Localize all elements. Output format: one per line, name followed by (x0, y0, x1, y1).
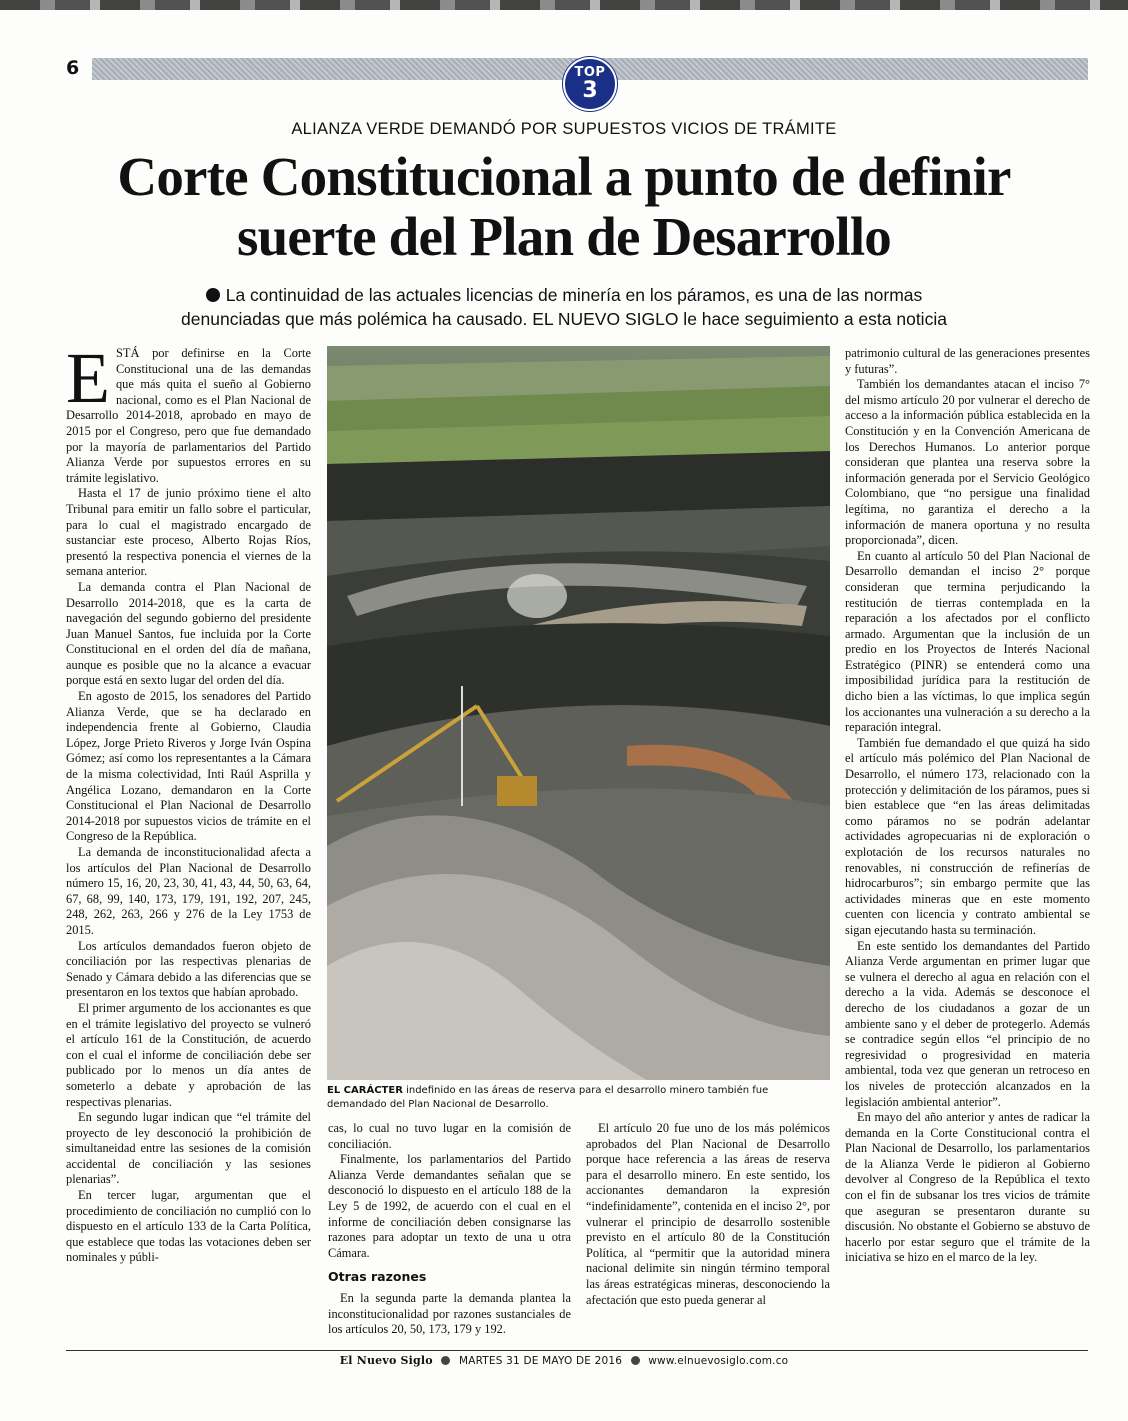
footer-rule (66, 1350, 1088, 1351)
top-badge-label: TOP (574, 65, 606, 80)
footer-brand: El Nuevo Siglo (339, 1354, 433, 1367)
article-paragraph: El artículo 20 fue uno de los más polémicos aprobados del Plan Nacional de Desarrollo porque hace referencia a las áreas de reserva para el desarrollo minero. En este sentido, los accionantes demandaron la expresión “indefinidamente”, contenida en el inciso 2°, por vulnerar el principio de desarrollo sostenible previsto en el artículo 80 de la Constitución Política, al “permitir que la autoridad minera nacional delimite sin ningún término temporal las áreas estratégicas mineras, desconociendo la afectación que esto pueda generar al (586, 1121, 830, 1307)
article-paragraph: El primer argumento de los accionantes es que en el trámite legislativo del proyecto se vulneró el artículo 161 de la Constitución, de acuerdo con el cual el informe de conciliación debe ser publicado por lo menos un día antes de someterlo a debate y aprobación de las respectivas plenarias. (66, 1000, 311, 1109)
article-column-3 (586, 1121, 830, 1346)
scan-top-edge (0, 0, 1128, 10)
article-paragraph: patrimonio cultural de las generaciones presentes y futuras”. (845, 346, 1090, 376)
article-paragraph: La demanda de inconstitucionalidad afecta a los artículos del Plan Nacional de Desarrollo número 15, 16, 20, 23, 30, 41, 43, 44, 50, 63, 64, 67, 68, 99, 140, 173, 179, 191, 192, 207, 245, 248, 262, 263, 266 y 276 de la Ley 1753 de 2015. (66, 845, 311, 937)
deck-line-2: denunciadas que más polémica ha causado. EL NUEVO SIGLO le hace seguimiento a esta noticia (181, 309, 947, 329)
article-paragraph: Finalmente, los parlamentarios del Partido Alianza Verde demandantes señalan que se desconoció lo dispuesto en el artículo 188 de la Ley 5 de 1992, de acuerdo con el cual en el informe de conciliación deben consignarse las razones para adoptar un texto de una u otra Cámara. (328, 1152, 571, 1260)
top-badge-number: 3 (582, 78, 598, 103)
article-paragraph: En mayo del año anterior y antes de radicar la demanda en la Corte Constitucional contra el Plan Nacional de Desarrollo, los parlamentarios de la Alianza Verde le pidieron al Gobierno devolver al Congreso de la República el texto con el fin de subsanar los tres vicios de trámite que aseguran se presentaron durante su discusión. No obstante el Gobierno se abstuvo de hacerlo por estar seguro que el trámite de la iniciativa se hizo en el marco de la ley. (845, 1110, 1090, 1265)
bullet-dot-icon (631, 1356, 640, 1365)
article-column-2 (328, 1121, 571, 1346)
article-paragraph: En segundo lugar indican que “el trámite del proyecto de ley desconoció la prohibición de simultaneidad entre las sesiones de la comisión accidental de conciliación y las sesiones plenarias”. (66, 1110, 311, 1187)
kicker: ALIANZA VERDE DEMANDÓ POR SUPUESTOS VICIOS DE TRÁMITE (291, 120, 837, 138)
deck-line-1: La continuidad de las actuales licencias de minería en los páramos, es una de las normas (225, 285, 923, 305)
article-paragraph: Hasta el 17 de junio próximo tiene el alto Tribunal para emitir un fallo sobre el particular, para lo cual el magistrado encargado de sustanciar este proceso, Alberto Rojas Ríos, presentó la respectiva ponencia el viernes de la semana anterior. (66, 486, 311, 579)
bullet-dot-icon (441, 1356, 450, 1365)
article-paragraph: En este sentido los demandantes del Partido Alianza Verde argumentan en primer lugar que se vulnera el derecho al agua en relación con el derecho a la vida. Además se desconoce el derecho de los ciudadanos a gozar de un ambiente sano y el deber de protegerlo. Además se contradice según ellos “el principio de no regresividad o progresividad en materia ambiental, toda vez que generan un retroceso en los niveles de protección alcanzados en la legislación ambiental anterior”. (845, 938, 1090, 1109)
article-paragraph: Los artículos demandados fueron objeto de conciliación por las respectivas plenarias de Senado y Cámara debido a las diferencias que se presentaron en los textos que habían aprobado. (66, 938, 311, 1000)
article-paragraph: En la segunda parte la demanda plantea la inconstitucionalidad por razones sustanciales de los artículos 20, 50, 173, 179 y 192. (328, 1290, 571, 1337)
article-paragraph: También los demandantes atacan el inciso 7° del mismo artículo 20 por vulnerar el derecho de acceso a la información pública establecida en la Constitución y en la Convención Americana de los Derechos Humanos. Lo anterior porque consideran que plantea una reserva sobre la información generada por el Servicio Geológico Colombiano, que “no persigue una finalidad legítima, no garantiza el derecho a la información de manera oportuna y no resulta proporcionada”, dicen. (845, 377, 1090, 548)
article-paragraph: La demanda contra el Plan Nacional de Desarrollo 2014-2018, que es la carta de navegación del segundo gobierno del presidente Juan Manuel Santos, fue incluida por la Corte Constitucional en el orden del día de mañana, aunque es posible que no la alcance a evacuar porque está en sexto lugar del orden del día. (66, 579, 311, 688)
mining-photo (327, 346, 830, 1080)
headline-line-1: Corte Constitucional a punto de definir (117, 146, 1011, 207)
photo-caption (327, 1084, 830, 1112)
caption-lead: EL CARÁCTER (327, 1085, 403, 1096)
headline (40, 147, 1088, 267)
deck (80, 283, 1048, 331)
footer-url[interactable]: www.elnuevosiglo.com.co (648, 1355, 789, 1367)
article-paragraph: En tercer lugar, argumentan que el procedimiento de conciliación no cumplió con lo dispuesto en el artículo 133 de la Carta Política, que establece que todas las votaciones deben ser nominales y públi- (66, 1188, 311, 1265)
article-paragraph: En agosto de 2015, los senadores del Partido Alianza Verde, que se ha declarado en independencia frente al Gobierno, Claudia López, Jorge Prieto Riveros y Jorge Iván Ospina Gómez; así como los representantes a la Cámara de la misma colectividad, Inti Raúl Asprilla y Angélica Lozano, demandaron en la Corte Constitucional el Plan Nacional de Desarrollo 2014-2018 por supuestos vicios de trámite en el Congreso de la República. (66, 689, 311, 844)
open-pit-mine-illustration (327, 346, 830, 1080)
page-number: 6 (66, 57, 80, 79)
footer-date: MARTES 31 DE MAYO DE 2016 (458, 1355, 623, 1367)
article-paragraph: cas, lo cual no tuvo lugar en la comisión de conciliación. (328, 1121, 571, 1151)
article-column-1 (66, 346, 311, 1346)
top-badge (563, 57, 617, 111)
subheading: Otras razones (328, 1269, 427, 1285)
headline-line-2: suerte del Plan de Desarrollo (236, 206, 891, 267)
page-footer (0, 1354, 1128, 1367)
article-column-4 (845, 346, 1090, 1346)
article-paragraph: ESTÁ por definirse en la Corte Constitucional una de las demandas que más quita el sueño al Gobierno nacional, como es el Plan Nacional de Desarrollo 2014-2018, aprobado en mayo de 2015 por el Congreso, pero que fue demandado por la mayoría de parlamentarios del Partido Alianza Verde por supuestos errores en su trámite legislativo. (66, 346, 311, 485)
bullet-dot-icon (206, 288, 220, 302)
caption-text: indefinido en las áreas de reserva para el desarrollo minero también fue demandado del Plan Nacional de Desarrollo. (327, 1085, 769, 1110)
article-paragraph: También fue demandado el que quizá ha sido el artículo más polémico del Plan Nacional de Desarrollo, el número 173, relacionado con la protección y delimitación de los páramos, pues si bien establece que “en las áreas delimitadas como páramos no se podrán adelantar actividades agropecuarias ni de exploración o explotación de los recursos naturales no renovables, ni construcción de refinerías de hidrocarburos”; sin embargo permite que las actividades mineras que en este momento cuenten con licencia y contrato ambiental se sigan ejecutando hasta su terminación. (845, 735, 1090, 937)
drop-cap: E (66, 346, 110, 418)
article-paragraph: En cuanto al artículo 50 del Plan Nacional de Desarrollo demandan el inciso 2° porque consideran que termina perjudicando la restitución de tierras contemplada en la reparación a los afectados por el conflicto armado. Argumentan que la inclusión de un predio en los Proyectos de Interés Nacional Estratégico (PINR) se entenderá como una imposibilidad jurídica para la restitución de dicho bien a las víctimas, lo que implica según los accionantes una vulneración a su derecho a la reparación integral. (845, 548, 1090, 735)
